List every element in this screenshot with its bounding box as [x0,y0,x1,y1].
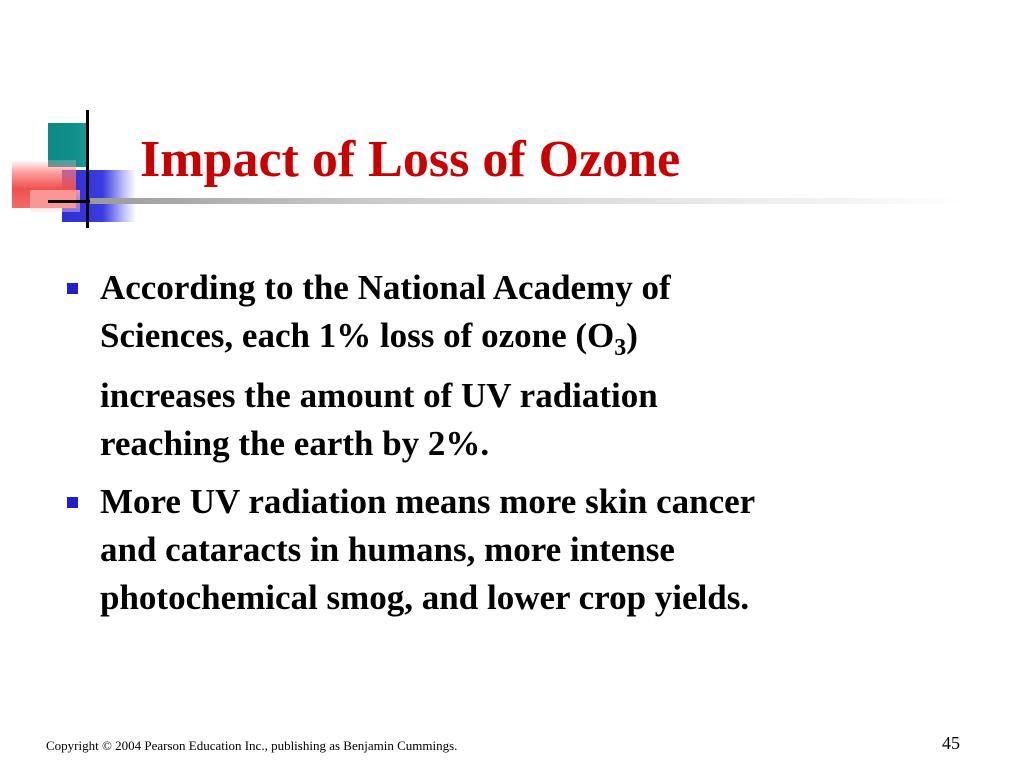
bullet-text-part: ) increases the amount of UV radiation reaching the earth by 2%. [100,316,658,463]
bullet-text-part: According to the National Academy of Sciences, each 1% loss of ozone (O [100,268,671,355]
bullet-square-icon [67,283,78,294]
logo-vertical-line [86,110,89,228]
bullet-list [60,264,780,632]
bullet-item-ozone-loss [60,264,780,468]
copyright-footer: Copyright © 2004 Pearson Education Inc., publishing as Benjamin Cummings. [46,738,458,753]
title-underline [90,198,970,204]
bullet-item-uv-effects [60,478,780,622]
page-number: 45 [942,733,960,753]
slide-title: Impact of Loss of Ozone [140,131,681,188]
bullet-text: More UV radiation means more skin cancer and cataracts in humans, more intense photochemical smog, and lower crop yields. [100,482,755,617]
decorative-logo [0,0,140,230]
bullet-square-icon [67,497,78,508]
subscript-text: 3 [614,335,627,361]
